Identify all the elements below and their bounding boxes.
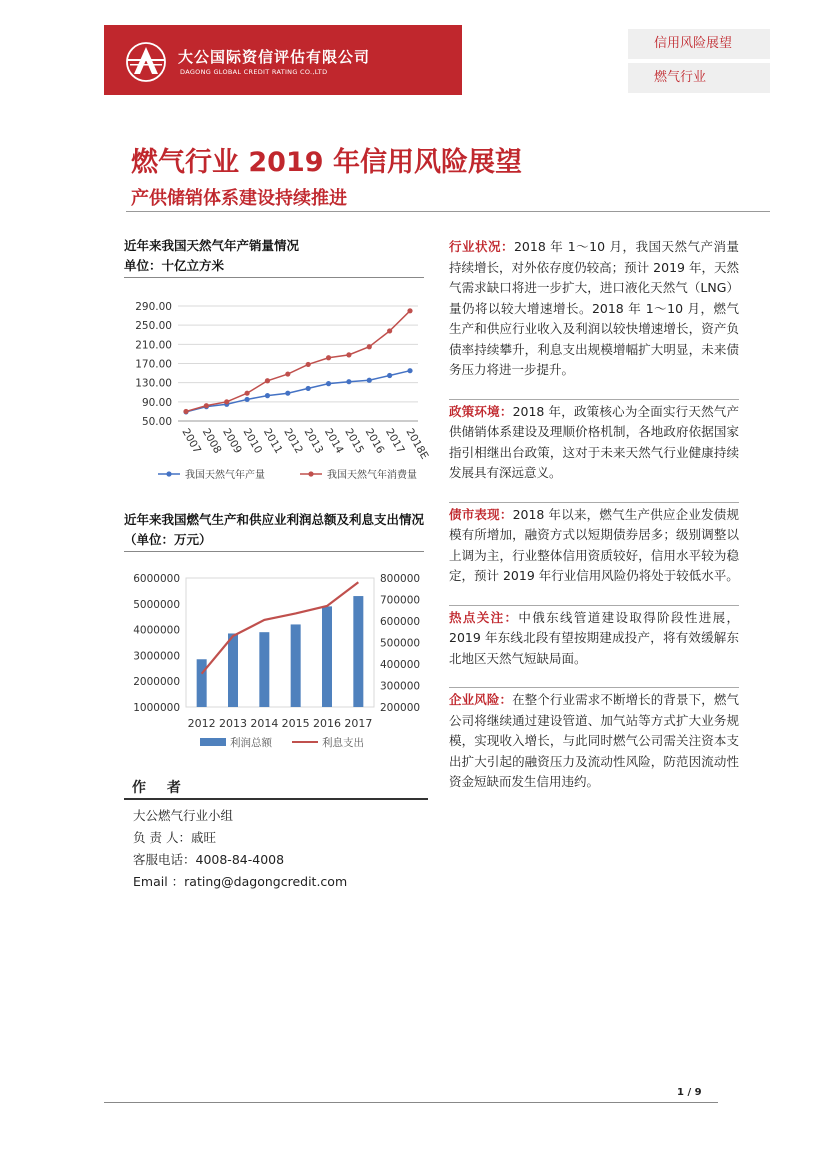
data-point	[407, 368, 412, 373]
legend-swatch	[200, 738, 226, 746]
series-line	[202, 582, 359, 673]
y-left-tick-label: 1000000	[133, 702, 180, 714]
section-hot-topics	[449, 605, 739, 670]
section-text: 在整个行业需求不断增长的背景下，燃气公司将继续通过建设管道、加气站等方式扩大业务规模，实现收入增长，与此同时燃气公司需关注资本支出扩大引起的融资压力及流动性风险，防范因流动性资金短缺而发生信用违约。	[449, 692, 739, 789]
x-tick-label: 2009	[220, 426, 244, 456]
legend-label: 利润总额	[230, 737, 272, 749]
y-right-tick-label: 600000	[380, 616, 421, 628]
section-text: 中俄东线管道建设取得阶段性进展，2019 年东线北段有望按期建成投产，将有效缓解东北地区天然气短缺局面。	[449, 609, 739, 666]
section-text: 2018 年以来，燃气生产供应企业发债规模有所增加，融资方式以短期债券居多；级别调整以上调为主，行业整体信用资质较好，信用水平较为稳定，预计 2019 年行业信用风险仍将处于较低水平。	[449, 506, 739, 583]
x-tick-label: 2008	[199, 426, 224, 456]
series-line	[186, 371, 410, 412]
data-point	[346, 379, 351, 384]
header-tags	[462, 25, 770, 95]
title-divider	[126, 211, 770, 212]
x-tick-label: 2013	[219, 717, 247, 730]
section-label: 行业状况：	[449, 239, 514, 254]
x-tick-label: 2016	[313, 717, 341, 730]
page-title: 燃气行业 2019 年信用风险展望	[131, 147, 522, 178]
data-point	[367, 344, 372, 349]
author-phone: 客服电话：4008-84-4008	[133, 852, 285, 867]
bar	[322, 606, 332, 707]
page-number: 1 / 9	[677, 1087, 702, 1098]
data-point	[346, 352, 351, 357]
data-point	[306, 362, 311, 367]
data-point	[265, 393, 270, 398]
y-right-tick-label: 300000	[380, 680, 421, 693]
data-point	[326, 355, 331, 360]
bar	[228, 633, 238, 707]
y-tick-label: 210.00	[135, 339, 172, 352]
legend-label: 我国天然气年消费量	[327, 470, 417, 481]
data-point	[387, 328, 392, 333]
gas-production-consumption-chart	[118, 290, 438, 490]
section-text: 2018 年 1～10 月，我国天然气产消量持续增长，对外依存度仍较高；预计 2019 年，天然气需求缺口将进一步扩大，进口液化天然气（LNG）量仍将以较大增速增长。2018 年 1～10 月，燃气生产和供应行业收入及利润以较快增速增长，资产负债率持续攀升，利息支出规模增幅扩大明显，未来债务压力将进一步提升。	[449, 239, 739, 377]
author-email: Email ：rating@dagongcredit.com	[133, 874, 348, 889]
legend-label: 利息支出	[322, 737, 364, 749]
chart2-divider	[124, 551, 424, 552]
author-heading: 作 者	[132, 780, 189, 796]
section-text: 2018 年，政策核心为全面实行天然气产供储销体系建设及理顺价格机制，各地政府依据国家指引相继出台政策，这对于未来天然气行业健康持续发展具有深远意义。	[449, 403, 739, 480]
x-tick-label: 2016	[362, 426, 387, 456]
data-point	[183, 409, 188, 414]
data-point	[387, 373, 392, 378]
y-left-tick-label: 3000000	[133, 650, 180, 663]
data-point	[285, 371, 290, 376]
y-tick-label: 170.00	[135, 358, 172, 371]
data-point	[204, 403, 209, 408]
section-policy	[449, 399, 739, 484]
x-tick-label: 2012	[187, 717, 216, 730]
company-name-en: DAGONG GLOBAL CREDIT RATING CO.,LTD	[180, 68, 328, 76]
x-tick-label: 2012	[281, 426, 305, 456]
x-tick-label: 2015	[281, 717, 310, 730]
data-point	[306, 386, 311, 391]
y-right-tick-label: 500000	[380, 637, 421, 650]
tag-gas-industry: 燃气行业	[628, 63, 770, 93]
legend-label: 我国天然气年产量	[185, 470, 265, 481]
y-left-tick-label: 4000000	[133, 624, 180, 637]
data-point	[326, 381, 331, 386]
x-tick-label: 2011	[260, 426, 285, 456]
y-left-tick-label: 2000000	[133, 676, 180, 689]
section-bond-market	[449, 502, 739, 587]
y-tick-label: 130.00	[135, 377, 172, 390]
chart1-unit: 单位：十亿立方米	[124, 258, 225, 273]
y-tick-label: 290.00	[135, 301, 172, 313]
data-point	[367, 378, 372, 383]
y-right-tick-label: 700000	[380, 594, 421, 607]
x-tick-label: 2017	[344, 717, 373, 730]
chart1-divider	[124, 277, 424, 278]
bar	[197, 659, 207, 707]
company-name-cn: 大公国际资信评估有限公司	[178, 48, 371, 66]
author-team: 大公燃气行业小组	[133, 808, 234, 823]
y-right-tick-label: 800000	[380, 573, 421, 585]
y-right-tick-label: 400000	[380, 659, 421, 671]
bar	[259, 632, 269, 707]
y-tick-label: 50.00	[141, 416, 172, 428]
data-point	[265, 378, 270, 383]
author-lead: 负 责 人：戚旺	[133, 830, 216, 845]
section-label: 政策环境：	[449, 403, 513, 419]
section-corporate-risk	[449, 687, 739, 793]
summary-column	[449, 235, 739, 811]
y-left-tick-label: 6000000	[133, 573, 180, 585]
author-divider	[124, 798, 428, 800]
x-tick-label: 2007	[179, 426, 204, 456]
dagong-logo-icon	[124, 40, 168, 84]
x-tick-label: 2014	[321, 426, 346, 456]
data-point	[285, 391, 290, 396]
section-label: 债市表现：	[449, 506, 513, 522]
y-right-tick-label: 200000	[380, 702, 421, 714]
x-tick-label: 2018E	[403, 426, 431, 462]
x-tick-label: 2017	[383, 426, 407, 456]
x-tick-label: 2013	[301, 426, 326, 456]
data-point	[224, 399, 229, 404]
y-left-tick-label: 5000000	[133, 598, 180, 611]
x-tick-label: 2014	[250, 717, 279, 730]
chart2-title: 近年来我国燃气生产和供应业利润总额及利息支出情况（单位：万元）	[124, 512, 425, 547]
y-tick-label: 90.00	[141, 396, 172, 409]
section-industry-status	[449, 235, 739, 381]
bar	[353, 596, 363, 707]
profit-interest-chart	[118, 562, 438, 757]
legend-marker	[166, 471, 171, 476]
section-label: 热点关注：	[449, 609, 519, 625]
data-point	[244, 397, 249, 402]
y-tick-label: 250.00	[135, 320, 172, 333]
section-label: 企业风险：	[449, 692, 513, 707]
data-point	[407, 308, 412, 313]
page-subtitle: 产供储销体系建设持续推进	[131, 188, 347, 209]
x-tick-label: 2010	[240, 426, 265, 456]
legend-marker	[308, 471, 313, 476]
data-point	[244, 391, 249, 396]
tag-credit-outlook: 信用风险展望	[628, 29, 770, 59]
chart1-title: 近年来我国天然气年产销量情况	[124, 238, 300, 253]
x-tick-label: 2015	[342, 426, 367, 456]
bar	[291, 624, 301, 707]
footer-divider	[104, 1102, 718, 1103]
plot-frame	[186, 578, 374, 707]
series-line	[186, 311, 410, 412]
